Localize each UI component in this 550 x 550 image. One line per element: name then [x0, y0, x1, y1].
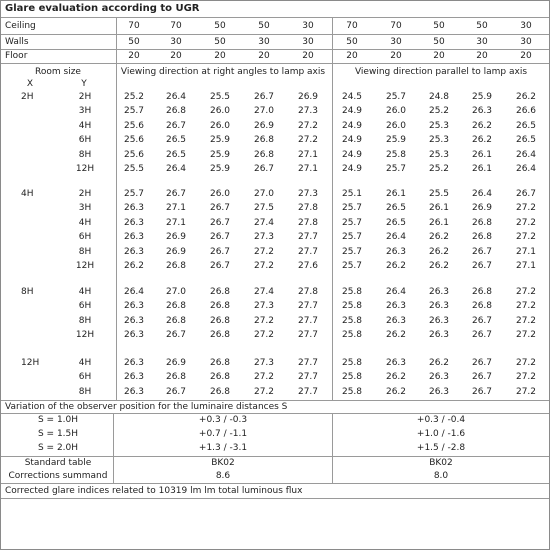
ugr-value: 26.8 — [165, 372, 187, 382]
ugr-value: 27.2 — [515, 218, 537, 228]
ugr-value: 26.8 — [165, 301, 187, 311]
ugr-value: 27.4 — [253, 287, 275, 297]
ugr-value: 27.0 — [165, 287, 187, 297]
ugr-value: 26.2 — [428, 247, 450, 257]
reflectance-value: 20 — [258, 51, 270, 61]
ugr-value: 26.4 — [123, 287, 145, 297]
ugr-value: 25.8 — [385, 150, 407, 160]
ugr-value: 27.7 — [297, 330, 319, 340]
ugr-value: 27.3 — [297, 189, 319, 199]
direction-right-angles: Viewing direction at right angles to lamp axis — [120, 67, 326, 77]
room-y: 8H — [78, 150, 92, 160]
room-y: 8H — [78, 316, 92, 326]
ugr-value: 25.7 — [341, 203, 363, 213]
ugr-value: 25.7 — [123, 189, 145, 199]
ugr-value: 26.3 — [385, 301, 407, 311]
ugr-value: 27.2 — [253, 387, 275, 397]
ugr-value: 26.5 — [515, 121, 537, 131]
ugr-value: 26.0 — [385, 106, 407, 116]
variation-label: S = 2.0H — [37, 443, 79, 453]
ugr-value: 26.4 — [165, 164, 187, 174]
ugr-value: 27.2 — [515, 316, 537, 326]
ugr-value: 25.7 — [341, 247, 363, 257]
ugr-value: 26.4 — [385, 232, 407, 242]
reflectance-value: 20 — [433, 51, 445, 61]
ugr-value: 26.4 — [165, 92, 187, 102]
ugr-value: 25.9 — [385, 135, 407, 145]
ugr-value: 25.6 — [123, 135, 145, 145]
variation-value: +1.3 / -3.1 — [198, 443, 248, 453]
ugr-value: 27.2 — [515, 301, 537, 311]
ugr-value: 26.2 — [385, 387, 407, 397]
ugr-value: 26.0 — [209, 106, 231, 116]
ugr-value: 27.8 — [297, 287, 319, 297]
ugr-value: 27.4 — [253, 218, 275, 228]
grid-line — [113, 413, 114, 483]
ugr-value: 26.3 — [428, 330, 450, 340]
ugr-value: 25.7 — [385, 164, 407, 174]
reflectance-value: 20 — [214, 51, 226, 61]
ugr-value: 26.0 — [209, 121, 231, 131]
ugr-value: 25.6 — [123, 150, 145, 160]
ugr-value: 25.5 — [209, 92, 231, 102]
reflectance-value: 30 — [258, 37, 270, 47]
ugr-value: 26.4 — [515, 164, 537, 174]
ugr-value: 27.7 — [297, 372, 319, 382]
ugr-value: 26.5 — [385, 203, 407, 213]
ugr-value: 27.7 — [297, 358, 319, 368]
room-y: 3H — [78, 106, 92, 116]
reflectance-value: 50 — [433, 37, 445, 47]
corrections-label: Corrections summand — [8, 471, 108, 481]
reflectance-value: 50 — [214, 37, 226, 47]
ugr-value: 25.5 — [123, 164, 145, 174]
ugr-value: 26.8 — [471, 218, 493, 228]
ugr-value: 27.7 — [297, 387, 319, 397]
reflectance-value: 20 — [346, 51, 358, 61]
ugr-value: 26.7 — [471, 261, 493, 271]
ugr-value: 26.5 — [385, 218, 407, 228]
reflectance-value: 70 — [346, 21, 358, 31]
ugr-value: 24.9 — [341, 106, 363, 116]
ugr-value: 27.6 — [297, 261, 319, 271]
reflectance-value: 30 — [520, 37, 532, 47]
room-y: 4H — [78, 218, 92, 228]
ugr-value: 27.7 — [297, 232, 319, 242]
ugr-value: 27.2 — [253, 261, 275, 271]
ugr-value: 26.5 — [165, 150, 187, 160]
reflectance-value: 50 — [128, 37, 140, 47]
variation-title: Variation of the observer position for the luminaire distances S — [5, 402, 288, 412]
ugr-value: 25.8 — [341, 387, 363, 397]
variation-value: +1.5 / -2.8 — [416, 443, 466, 453]
ugr-value: 26.7 — [471, 316, 493, 326]
ugr-value: 27.3 — [253, 232, 275, 242]
room-y: 6H — [78, 372, 92, 382]
room-y: 6H — [78, 301, 92, 311]
ugr-value: 26.7 — [209, 247, 231, 257]
ugr-value: 27.1 — [515, 261, 537, 271]
x-label: X — [26, 79, 34, 89]
room-y: 4H — [78, 287, 92, 297]
ugr-value: 26.5 — [515, 135, 537, 145]
reflectance-value: 30 — [520, 21, 532, 31]
grid-line — [1, 498, 549, 499]
ugr-value: 26.3 — [123, 232, 145, 242]
ugr-value: 25.6 — [123, 121, 145, 131]
ugr-value: 26.7 — [165, 387, 187, 397]
reflectance-value: 30 — [302, 21, 314, 31]
ugr-value: 26.2 — [515, 92, 537, 102]
ugr-value: 25.2 — [428, 106, 450, 116]
ugr-value: 26.3 — [123, 330, 145, 340]
ugr-value: 26.6 — [515, 106, 537, 116]
reflectance-value: 50 — [433, 21, 445, 31]
ugr-value: 26.3 — [123, 372, 145, 382]
ugr-value: 26.3 — [428, 287, 450, 297]
ugr-value: 26.7 — [209, 203, 231, 213]
ugr-value: 25.7 — [385, 92, 407, 102]
ugr-value: 25.7 — [123, 106, 145, 116]
ugr-value: 25.3 — [428, 135, 450, 145]
ugr-value: 26.2 — [385, 261, 407, 271]
ugr-value: 27.1 — [297, 164, 319, 174]
ugr-value: 25.9 — [209, 164, 231, 174]
room-size-label: Room size — [35, 67, 81, 77]
ugr-value: 26.3 — [123, 203, 145, 213]
ugr-value: 24.9 — [341, 121, 363, 131]
ugr-value: 26.3 — [428, 372, 450, 382]
room-x: 8H — [21, 287, 34, 297]
ugr-value: 25.7 — [341, 261, 363, 271]
reflectance-label: Ceiling — [5, 21, 36, 31]
ugr-value: 27.7 — [297, 301, 319, 311]
reflectance-label: Floor — [5, 51, 28, 61]
grid-line — [1, 34, 549, 35]
ugr-value: 27.2 — [253, 372, 275, 382]
reflectance-label: Walls — [5, 37, 29, 47]
direction-parallel: Viewing direction parallel to lamp axis — [354, 67, 528, 77]
ugr-value: 26.3 — [471, 106, 493, 116]
reflectance-value: 50 — [476, 21, 488, 31]
ugr-value: 26.8 — [209, 287, 231, 297]
ugr-value: 26.1 — [428, 203, 450, 213]
reflectance-value: 30 — [302, 37, 314, 47]
reflectance-value: 30 — [476, 37, 488, 47]
reflectance-value: 50 — [346, 37, 358, 47]
ugr-value: 26.2 — [471, 121, 493, 131]
ugr-value: 26.3 — [385, 358, 407, 368]
grid-line — [1, 400, 549, 401]
ugr-value: 26.8 — [165, 261, 187, 271]
ugr-value: 24.9 — [341, 150, 363, 160]
ugr-value: 26.3 — [123, 358, 145, 368]
ugr-value: 25.8 — [341, 316, 363, 326]
ugr-value: 27.3 — [253, 301, 275, 311]
ugr-value: 26.1 — [471, 164, 493, 174]
ugr-value: 26.8 — [253, 150, 275, 160]
ugr-value: 25.2 — [428, 164, 450, 174]
grid-line — [1, 49, 549, 50]
room-y: 8H — [78, 387, 92, 397]
grid-line — [1, 17, 549, 18]
ugr-value: 25.8 — [341, 301, 363, 311]
ugr-value: 25.8 — [341, 372, 363, 382]
reflectance-value: 20 — [476, 51, 488, 61]
ugr-value: 26.7 — [253, 164, 275, 174]
reflectance-value: 50 — [258, 21, 270, 31]
ugr-value: 26.7 — [253, 92, 275, 102]
ugr-value: 25.9 — [209, 150, 231, 160]
footer-note: Corrected glare indices related to 10319 lm lm total luminous flux — [5, 486, 303, 496]
ugr-value: 26.9 — [165, 232, 187, 242]
ugr-value: 26.8 — [471, 301, 493, 311]
ugr-value: 26.1 — [385, 189, 407, 199]
reflectance-value: 30 — [170, 37, 182, 47]
ugr-value: 26.8 — [165, 316, 187, 326]
room-y: 12H — [75, 330, 95, 340]
ugr-value: 26.7 — [209, 218, 231, 228]
standard-table-value: BK02 — [429, 458, 453, 468]
ugr-value: 27.0 — [253, 106, 275, 116]
ugr-value: 27.7 — [297, 247, 319, 257]
reflectance-value: 20 — [520, 51, 532, 61]
ugr-value: 26.9 — [165, 358, 187, 368]
ugr-value: 26.3 — [428, 301, 450, 311]
ugr-value: 27.7 — [297, 316, 319, 326]
reflectance-value: 20 — [302, 51, 314, 61]
ugr-value: 25.7 — [341, 218, 363, 228]
ugr-value: 27.0 — [253, 189, 275, 199]
ugr-value: 26.7 — [515, 189, 537, 199]
grid-line — [1, 63, 549, 64]
ugr-value: 25.9 — [209, 135, 231, 145]
ugr-value: 25.9 — [471, 92, 493, 102]
reflectance-value: 50 — [214, 21, 226, 31]
ugr-value: 25.1 — [341, 189, 363, 199]
standard-table-label: Standard table — [24, 458, 92, 468]
corrections-value: 8.0 — [433, 471, 449, 481]
ugr-value: 26.2 — [385, 330, 407, 340]
room-x: 12H — [21, 358, 40, 368]
grid-line — [1, 483, 549, 484]
ugr-value: 26.1 — [471, 150, 493, 160]
grid-line — [116, 17, 117, 400]
ugr-value: 26.9 — [253, 121, 275, 131]
room-x: 2H — [21, 92, 34, 102]
ugr-value: 27.2 — [515, 330, 537, 340]
ugr-value: 26.9 — [297, 92, 319, 102]
ugr-value: 27.5 — [253, 203, 275, 213]
ugr-value: 27.8 — [297, 218, 319, 228]
ugr-value: 26.2 — [471, 135, 493, 145]
reflectance-value: 20 — [390, 51, 402, 61]
grid-line — [1, 456, 549, 457]
room-y: 6H — [78, 232, 92, 242]
ugr-value: 26.2 — [428, 232, 450, 242]
ugr-value: 27.2 — [515, 203, 537, 213]
reflectance-value: 70 — [128, 21, 140, 31]
reflectance-value: 30 — [390, 37, 402, 47]
grid-line — [332, 17, 333, 400]
ugr-value: 25.2 — [123, 92, 145, 102]
grid-line — [332, 413, 333, 483]
ugr-value: 26.7 — [209, 232, 231, 242]
ugr-value: 27.2 — [297, 121, 319, 131]
ugr-value: 26.7 — [471, 247, 493, 257]
ugr-value: 26.9 — [471, 203, 493, 213]
ugr-value: 26.3 — [385, 316, 407, 326]
ugr-value: 26.8 — [209, 301, 231, 311]
ugr-value: 27.1 — [297, 150, 319, 160]
ugr-value: 27.2 — [253, 330, 275, 340]
room-y: 6H — [78, 135, 92, 145]
ugr-value: 27.2 — [515, 287, 537, 297]
ugr-value: 25.8 — [341, 330, 363, 340]
ugr-value: 25.8 — [341, 358, 363, 368]
ugr-value: 27.2 — [515, 387, 537, 397]
ugr-value: 27.3 — [297, 106, 319, 116]
ugr-value: 26.1 — [428, 218, 450, 228]
room-y: 12H — [75, 261, 95, 271]
ugr-value: 26.8 — [209, 330, 231, 340]
ugr-value: 25.3 — [428, 150, 450, 160]
ugr-value: 26.4 — [515, 150, 537, 160]
ugr-value: 26.7 — [471, 372, 493, 382]
ugr-value: 26.4 — [471, 189, 493, 199]
ugr-value: 26.4 — [385, 287, 407, 297]
room-y: 4H — [78, 121, 92, 131]
ugr-value: 26.2 — [428, 358, 450, 368]
ugr-value: 26.3 — [428, 387, 450, 397]
ugr-value: 27.3 — [253, 358, 275, 368]
reflectance-value: 20 — [128, 51, 140, 61]
ugr-value: 27.2 — [253, 316, 275, 326]
ugr-value: 26.8 — [209, 372, 231, 382]
ugr-value: 24.9 — [341, 164, 363, 174]
ugr-value: 26.3 — [123, 301, 145, 311]
ugr-value: 26.8 — [253, 135, 275, 145]
variation-value: +1.0 / -1.6 — [416, 429, 466, 439]
room-y: 8H — [78, 247, 92, 257]
ugr-value: 26.8 — [209, 316, 231, 326]
grid-line — [1, 413, 549, 414]
ugr-value: 26.3 — [428, 316, 450, 326]
reflectance-value: 20 — [170, 51, 182, 61]
corrections-value: 8.6 — [215, 471, 231, 481]
ugr-value: 26.0 — [209, 189, 231, 199]
room-y: 12H — [75, 164, 95, 174]
variation-label: S = 1.0H — [37, 415, 79, 425]
ugr-value: 27.2 — [515, 358, 537, 368]
ugr-value: 27.8 — [297, 203, 319, 213]
ugr-value: 26.7 — [471, 330, 493, 340]
ugr-value: 27.1 — [165, 218, 187, 228]
variation-value: +0.7 / -1.1 — [198, 429, 248, 439]
ugr-value: 26.7 — [165, 121, 187, 131]
variation-value: +0.3 / -0.4 — [416, 415, 466, 425]
ugr-value: 26.8 — [165, 106, 187, 116]
reflectance-value: 70 — [390, 21, 402, 31]
room-y: 2H — [78, 189, 92, 199]
ugr-value: 27.2 — [297, 135, 319, 145]
ugr-value: 26.7 — [209, 261, 231, 271]
ugr-value: 26.2 — [123, 261, 145, 271]
ugr-value: 27.1 — [165, 203, 187, 213]
ugr-value: 26.5 — [165, 135, 187, 145]
table-title: Glare evaluation according to UGR — [5, 3, 200, 14]
ugr-value: 26.8 — [471, 232, 493, 242]
standard-table-value: BK02 — [211, 458, 235, 468]
ugr-value: 24.9 — [341, 135, 363, 145]
y-label: Y — [81, 79, 87, 89]
reflectance-value: 70 — [170, 21, 182, 31]
ugr-value: 25.5 — [428, 189, 450, 199]
ugr-value: 26.7 — [165, 189, 187, 199]
ugr-value: 26.3 — [123, 247, 145, 257]
variation-label: S = 1.5H — [37, 429, 79, 439]
ugr-value: 27.1 — [515, 247, 537, 257]
ugr-value: 26.9 — [165, 247, 187, 257]
room-y: 2H — [78, 92, 92, 102]
ugr-value: 24.8 — [428, 92, 450, 102]
ugr-value: 26.0 — [385, 121, 407, 131]
ugr-value: 26.2 — [385, 372, 407, 382]
ugr-value: 26.8 — [471, 287, 493, 297]
ugr-value: 26.3 — [385, 247, 407, 257]
ugr-value: 26.3 — [123, 316, 145, 326]
room-x: 4H — [21, 189, 34, 199]
ugr-value: 24.5 — [341, 92, 363, 102]
ugr-value: 27.2 — [253, 247, 275, 257]
ugr-value: 25.8 — [341, 287, 363, 297]
ugr-value: 27.2 — [515, 372, 537, 382]
variation-value: +0.3 / -0.3 — [198, 415, 248, 425]
ugr-value: 25.7 — [341, 232, 363, 242]
ugr-value: 26.2 — [428, 261, 450, 271]
ugr-value: 26.7 — [165, 330, 187, 340]
ugr-value: 26.3 — [123, 218, 145, 228]
ugr-value: 26.8 — [209, 387, 231, 397]
ugr-value: 26.8 — [209, 358, 231, 368]
room-y: 4H — [78, 358, 92, 368]
ugr-value: 26.3 — [123, 387, 145, 397]
ugr-value: 25.3 — [428, 121, 450, 131]
ugr-value: 26.7 — [471, 358, 493, 368]
ugr-value: 27.2 — [515, 232, 537, 242]
room-y: 3H — [78, 203, 92, 213]
ugr-value: 26.7 — [471, 387, 493, 397]
